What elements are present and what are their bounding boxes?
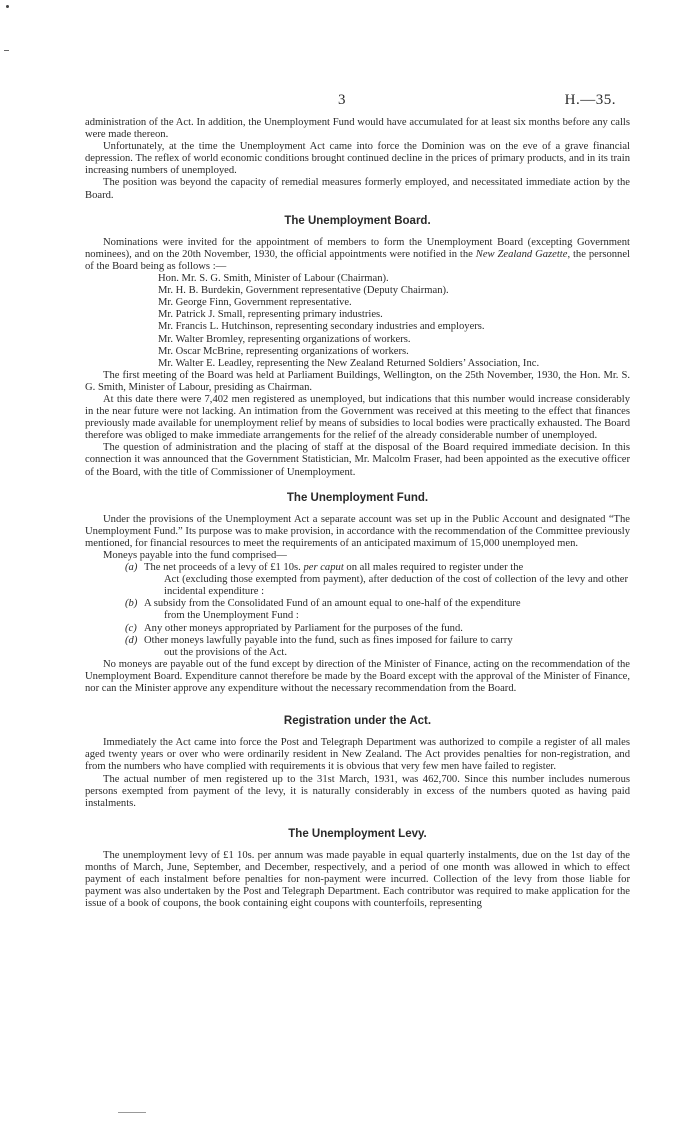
registration-paragraph: The actual number of men registered up to the 31st March, 1931, was 462,700. Since this number includes numerous persons exempted from payment of the levy, it is naturally considerably in excess of the numbers quoted as having paid instalments. — [85, 773, 630, 809]
board-paragraph: The first meeting of the Board was held at Parliament Buildings, Wellington, on the 25th November, 1930, the Hon. Mr. S. G. Smith, Minister of Labour, presiding as Chairman. — [85, 369, 630, 393]
board-paragraph: At this date there were 7,402 men registered as unemployed, but indications that this number would increase considerably in the near future were not lacking. An intimation from the Government was received at this meeting to the effect that finances previously made available for unemployment relief by means of subsidies to local bodies were practically exhausted. The Board therefore was obliged to make immediate arrangements for the relief of the already considerable number of unemployed. — [85, 393, 630, 442]
board-member: Mr. Oscar McBrine, representing organizations of workers. — [158, 345, 409, 357]
page-number: 3 — [338, 92, 346, 108]
section-heading-board: The Unemployment Board. — [284, 214, 431, 227]
scan-mark — [4, 50, 9, 51]
board-member: Mr. Patrick J. Small, representing primary industries. — [158, 309, 383, 321]
levy-paragraph: The unemployment levy of £1 10s. per annum was made payable in equal quarterly instalments, due on the 1st day of the months of March, June, September, and December, respectively, and a period of one month was allowed in which to effect payment of each instalment before penalties for non-payment were incurred. Collection of the levy from those liable for payment was also undertaken by the Post and Telegraph Department. Each contributor was required to make application for the issue of a book of coupons, the book containing eight coupons with counterfoils, representing — [85, 849, 630, 910]
page-body — [85, 117, 630, 910]
footer-rule — [118, 1112, 146, 1113]
section-heading-levy: The Unemployment Levy. — [288, 827, 427, 840]
fund-item: (a) The net proceeds of a levy of £1 10s. per caput on all males required to register under the Act (excluding those exempted from payment), after deduction of the cost of collection of the levy and other incidental expenditure : — [125, 562, 628, 598]
board-intro-paragraph: Nominations were invited for the appointment of members to form the Unemployment Board (excepting Government nominees), and on the 20th November, 1930, the official appointments were notified in the New Zealand Gazette, the personnel of the Board being as follows :— — [85, 236, 630, 272]
board-member: Mr. Walter E. Leadley, representing the New Zealand Returned Soldiers’ Association, Inc. — [158, 357, 540, 369]
intro-paragraph: The position was beyond the capacity of remedial measures formerly employed, and necessitated immediate action by the Board. — [85, 177, 630, 201]
fund-paragraph: Moneys payable into the fund comprised— — [103, 550, 287, 561]
fund-item: (c) Any other moneys appropriated by Parliament for the purposes of the fund. — [125, 622, 463, 634]
board-member: Mr. Walter Bromley, representing organizations of workers. — [158, 333, 411, 345]
intro-paragraph: administration of the Act. In addition, the Unemployment Fund would have accumulated for at least six months before any calls were made thereon. — [85, 117, 630, 141]
section-heading-registration: Registration under the Act. — [283, 715, 432, 728]
fund-paragraph: Under the provisions of the Unemployment Act a separate account was set up in the Public Account and designated “The Unemployment Fund.” Its purpose was to make provision, in accordance with the recommendation of the Committee previously mentioned, for financial resources to meet the requirements of an anticipated maximum of 15,000 unemployed men. — [85, 513, 630, 549]
page-header — [0, 92, 700, 116]
board-member-list — [85, 273, 630, 370]
board-paragraph: The question of administration and the placing of staff at the disposal of the Board required immediate decision. In this connection it was announced that the Government Statistician, Mr. Malcolm Fraser, had been appointed as the executive officer of the Board, with the title of Commissioner of Unemployment. — [85, 442, 630, 478]
section-heading-fund: The Unemployment Fund. — [286, 491, 429, 504]
board-member: Mr. H. B. Burdekin, Government representative (Deputy Chairman). — [158, 285, 449, 297]
board-member: Mr. Francis L. Hutchinson, representing secondary industries and employers. — [158, 321, 485, 333]
board-member: Mr. George Finn, Government representative. — [158, 297, 352, 309]
registration-paragraph: Immediately the Act came into force the Post and Telegraph Department was authorized to compile a register of all males aged twenty years or over who were ordinarily resident in New Zealand. The Act provides penalties for non-registration, and from the numbers who have complied with requirements it is obvious that very few men have failed to register. — [85, 737, 630, 773]
intro-paragraph: Unfortunately, at the time the Unemployment Act came into force the Dominion was on the eve of a grave financial depression. The reflex of world economic conditions brought continued decline in the prices of primary products, and in its train increasing numbers of unemployed. — [85, 141, 630, 177]
fund-item: (d) Other moneys lawfully payable into the fund, such as fines imposed for failure to carry out the provisions of the Act. — [125, 634, 513, 658]
scan-mark — [6, 5, 9, 8]
board-member: Hon. Mr. S. G. Smith, Minister of Labour (Chairman). — [158, 273, 389, 285]
fund-item: (b) A subsidy from the Consolidated Fund of an amount equal to one-half of the expenditure from the Unemployment Fund : — [125, 598, 521, 622]
fund-paragraph: No moneys are payable out of the fund except by direction of the Minister of Finance, acting on the recommendation of the Unemployment Board. Expenditure cannot therefore be made by the Board except with the approval of the Minister of Finance, nor can the Minister approve any expenditure without the necessary recommendation from the Board. — [85, 658, 630, 695]
document-reference: H.—35. — [564, 92, 616, 108]
